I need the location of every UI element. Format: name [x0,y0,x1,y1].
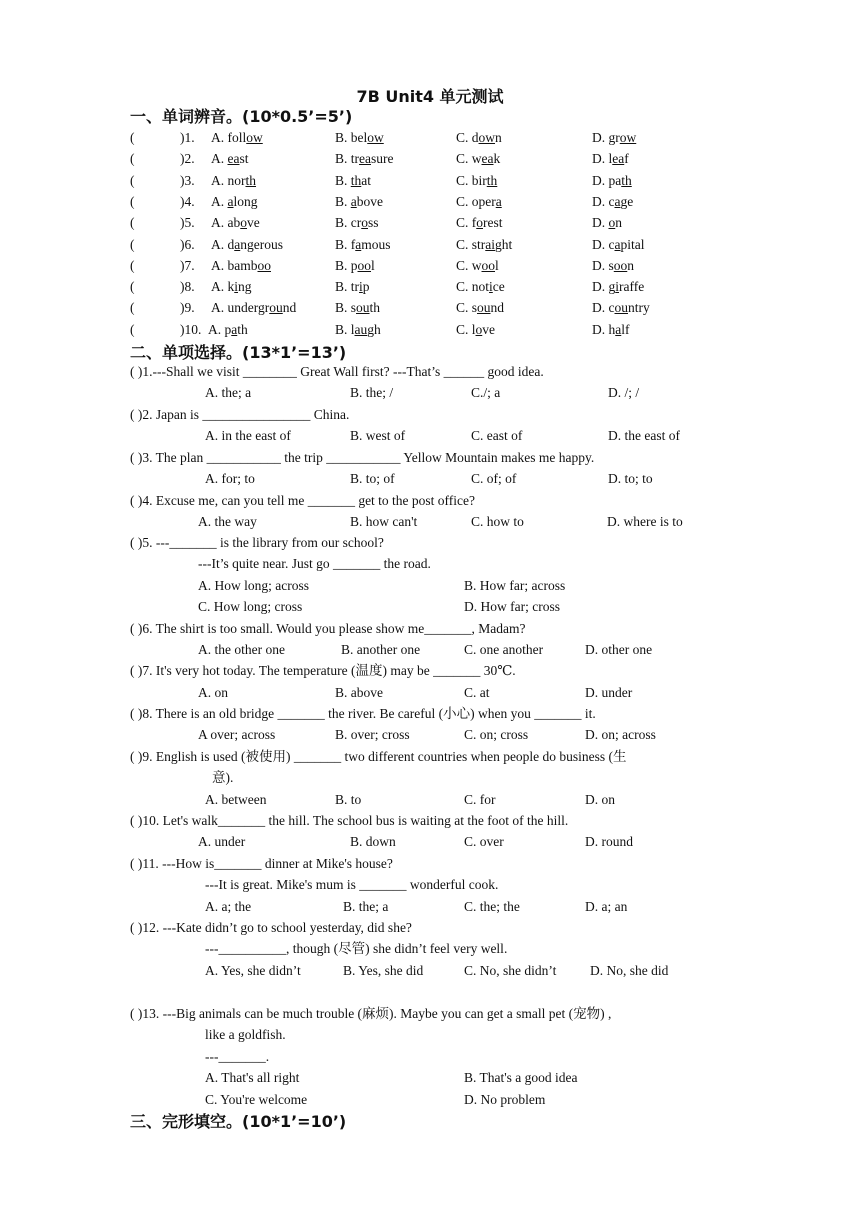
mc-q12-opt-c: C. No, she didn’t [464,963,557,978]
mc-q12-opt-a: A. Yes, she didn’t [205,963,301,978]
mc-q7-opt-b: B. above [335,685,383,700]
phonetic-answer-paren: ( [130,215,135,230]
phonetic-option-c: C. love [456,322,496,337]
mc-q8-stem: ( )8. There is an old bridge _______ the river. Be careful (小心) when you _______ it. [130,706,596,721]
mc-q13-stem-3: ---_______. [205,1049,270,1064]
phonetic-option-c: C. wool [456,258,499,273]
mc-q4-opt-c: C. how to [471,514,524,529]
phonetic-option-a: A. bamboo [211,258,271,273]
mc-q11-opt-d: D. a; an [585,899,628,914]
mc-q9-opt-d: D. on [585,792,615,807]
mc-q1-opt-b: B. the; / [350,385,394,400]
mc-q11-opt-c: C. the; the [464,899,520,914]
mc-q12-opt-d: D. No, she did [590,963,669,978]
phonetic-option-d: D. country [592,300,650,315]
mc-q5-opt-d: D. How far; cross [464,599,560,614]
phonetic-option-a: A. follow [211,130,263,145]
mc-q5-opt-a: A. How long; across [198,578,309,593]
mc-q3-opt-b: B. to; of [350,471,395,486]
phonetic-option-a: A. north [211,173,257,188]
phonetic-option-a: A. along [211,194,258,209]
phonetic-option-b: B. south [335,300,381,315]
phonetic-option-a: A. underground [211,300,297,315]
phonetic-question-number: )2. [180,151,195,166]
page-title: 7B Unit4 单元测试 [356,87,504,106]
mc-q6-opt-c: C. one another [464,642,544,657]
phonetic-option-c: C. birth [456,173,498,188]
mc-q13-opt-c: C. You're welcome [205,1092,308,1107]
mc-q2-opt-a: A. in the east of [205,428,291,443]
mc-q5-stem-2: ---It’s quite near. Just go _______ the road. [198,556,431,571]
phonetic-option-b: B. pool [335,258,375,273]
phonetic-answer-paren: ( [130,279,135,294]
phonetic-answer-paren: ( [130,322,135,337]
mc-q4-opt-b: B. how can't [350,514,418,529]
mc-q2-stem: ( )2. Japan is ________________ China. [130,407,350,422]
mc-q7-opt-a: A. on [198,685,228,700]
phonetic-question-number: )3. [180,173,195,188]
phonetic-option-b: B. treasure [335,151,394,166]
mc-q8-opt-a: A over; across [198,727,276,742]
phonetic-option-d: D. half [592,322,630,337]
mc-q7-opt-d: D. under [585,685,633,700]
phonetic-option-a: A. dangerous [211,237,283,252]
mc-q10-stem: ( )10. Let's walk_______ the hill. The school bus is waiting at the foot of the hill. [130,813,569,828]
phonetic-option-b: B. below [335,130,384,145]
phonetic-option-b: B. famous [335,237,391,252]
phonetic-option-b: B. above [335,194,384,209]
phonetic-question-number: )1. [180,130,195,145]
phonetic-option-a: A. king [211,279,252,294]
mc-q5-stem: ( )5. ---_______ is the library from our school? [130,535,384,550]
mc-q9-opt-a: A. between [205,792,267,807]
section-heading-cloze: 三、完形填空。(10*1’=10’) [130,1112,347,1131]
mc-q7-opt-c: C. at [464,685,490,700]
mc-q1-opt-c: C./; a [471,385,501,400]
mc-q6-opt-b: B. another one [341,642,421,657]
phonetic-option-b: B. laugh [335,322,381,337]
phonetic-question-number: )4. [180,194,195,209]
phonetic-option-d: D. path [592,173,632,188]
phonetic-option-a: A. east [211,151,249,166]
phonetic-option-b: B. cross [335,215,379,230]
mc-q6-opt-a: A. the other one [198,642,285,657]
phonetic-option-a: A. above [211,215,260,230]
mc-q2-opt-b: B. west of [350,428,406,443]
mc-q11-opt-a: A. a; the [205,899,252,914]
phonetic-answer-paren: ( [130,300,135,315]
mc-q6-opt-d: D. other one [585,642,653,657]
mc-q12-stem-2: ---__________, though (尽管) she didn’t feel very well. [205,941,508,956]
mc-q1-stem: ( )1.---Shall we visit ________ Great Wall first? ---That’s ______ good idea. [130,364,544,379]
phonetic-question-number: )6. [180,237,195,252]
mc-q12-stem: ( )12. ---Kate didn’t go to school yesterday, did she? [130,920,412,935]
phonetic-answer-paren: ( [130,258,135,273]
mc-q9-stem-2: 意). [212,770,234,785]
phonetic-question-number: )8. [180,279,195,294]
mc-q9-stem: ( )9. English is used (被使用) _______ two different countries when people do business (生 [130,749,627,764]
phonetic-option-c: C. opera [456,194,502,209]
phonetic-answer-paren: ( [130,173,135,188]
phonetic-option-d: D. cage [592,194,634,209]
phonetic-question-number: )7. [180,258,195,273]
mc-q3-stem: ( )3. The plan ___________ the trip ___________ Yellow Mountain makes me happy. [130,450,595,465]
phonetic-option-c: C. straight [456,237,513,252]
mc-q4-opt-d: D. where is to [607,514,683,529]
mc-q10-opt-a: A. under [198,834,246,849]
mc-q8-opt-c: C. on; cross [464,727,529,742]
mc-q4-opt-a: A. the way [198,514,257,529]
mc-q13-opt-a: A. That's all right [205,1070,300,1085]
mc-q13-stem-2: like a goldfish. [205,1027,286,1042]
mc-q8-opt-d: D. on; across [585,727,656,742]
phonetic-option-b: B. trip [335,279,370,294]
phonetic-option-c: C. forest [456,215,503,230]
phonetic-option-b: B. that [335,173,372,188]
phonetic-option-d: D. giraffe [592,279,645,294]
phonetic-question-number: )5. [180,215,195,230]
phonetic-question-number: )9. [180,300,195,315]
mc-q6-stem: ( )6. The shirt is too small. Would you please show me_______, Madam? [130,621,526,636]
mc-q10-opt-d: D. round [585,834,633,849]
mc-q9-opt-c: C. for [464,792,496,807]
phonetic-option-d: D. grow [592,130,637,145]
phonetic-option-d: D. soon [592,258,635,273]
mc-q8-opt-b: B. over; cross [335,727,410,742]
mc-q2-opt-d: D. the east of [608,428,680,443]
mc-q2-opt-c: C. east of [471,428,523,443]
mc-q10-opt-c: C. over [464,834,504,849]
phonetic-answer-paren: ( [130,130,135,145]
mc-q3-opt-c: C. of; of [471,471,517,486]
phonetic-answer-paren: ( [130,237,135,252]
mc-q3-opt-d: D. to; to [608,471,653,486]
mc-q11-stem-2: ---It is great. Mike's mum is _______ wonderful cook. [205,877,499,892]
mc-q11-opt-b: B. the; a [343,899,389,914]
mc-q1-opt-d: D. /; / [608,385,640,400]
mc-q9-opt-b: B. to [335,792,362,807]
phonetic-option-c: C. notice [456,279,505,294]
mc-q3-opt-a: A. for; to [205,471,255,486]
phonetic-option-d: D. on [592,215,622,230]
mc-q13-opt-d: D. No problem [464,1092,546,1107]
mc-q4-stem: ( )4. Excuse me, can you tell me _______ get to the post office? [130,493,476,508]
mc-q5-opt-b: B. How far; across [464,578,566,593]
mc-q12-opt-b: B. Yes, she did [343,963,424,978]
phonetic-option-d: D. leaf [592,151,629,166]
phonetic-answer-paren: ( [130,194,135,209]
mc-q13-opt-b: B. That's a good idea [464,1070,578,1085]
mc-q11-stem: ( )11. ---How is_______ dinner at Mike's house? [130,856,393,871]
mc-q10-opt-b: B. down [350,834,396,849]
phonetic-answer-paren: ( [130,151,135,166]
mc-q13-stem: ( )13. ---Big animals can be much trouble (麻烦). Maybe you can get a small pet (宠物) , [130,1006,612,1021]
mc-q7-stem: ( )7. It's very hot today. The temperature (温度) may be _______ 30℃. [130,663,516,678]
phonetic-option-c: C. weak [456,151,501,166]
mc-q5-opt-c: C. How long; cross [198,599,303,614]
section-heading-phonetics: 一、单词辨音。(10*0.5’=5’) [130,107,353,126]
section-heading-multiple-choice: 二、单项选择。(13*1’=13’) [130,343,347,362]
mc-q1-opt-a: A. the; a [205,385,252,400]
phonetic-option-c: C. down [456,130,502,145]
phonetic-option-c: C. sound [456,300,505,315]
phonetic-option-a: A. path [208,322,248,337]
phonetic-option-d: D. capital [592,237,645,252]
phonetic-question-number: )10. [180,322,202,337]
